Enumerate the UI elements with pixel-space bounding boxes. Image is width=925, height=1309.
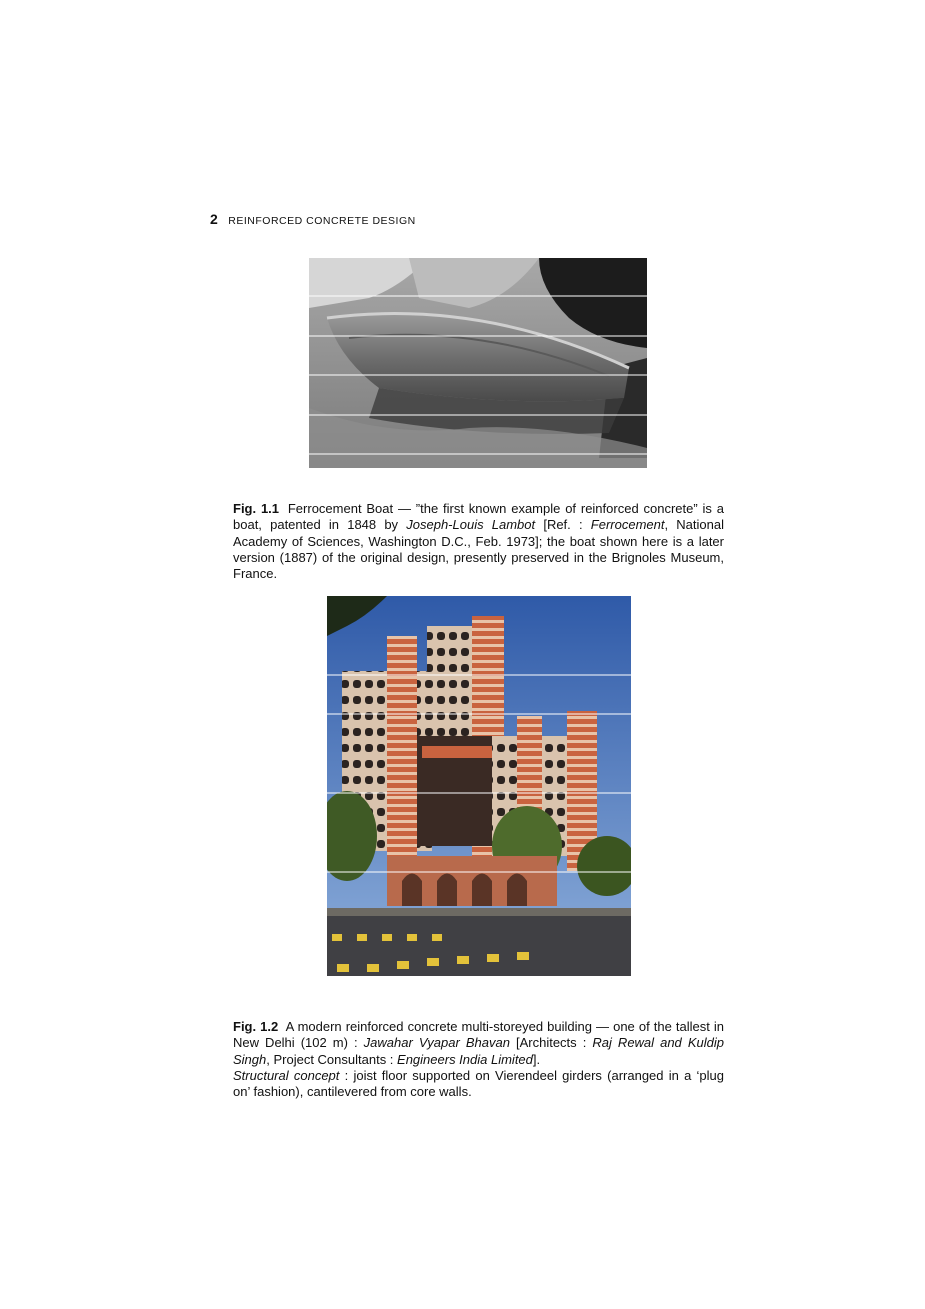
figure-1-1-boat-photo: [309, 258, 647, 468]
running-title: REINFORCED CONCRETE DESIGN: [228, 215, 416, 227]
figure-label: Fig. 1.1: [233, 501, 280, 516]
figure-1-1-caption: Fig. 1.1 Ferrocement Boat — ”the first known example of reinforced concrete” is a boat, patented in 1848 by Joseph-Louis Lambot [Ref. : Ferrocement, National Academy of Sciences, Washington D.C., Feb. 1973]; the boat shown here is a later version (1887) of the original design, presently preserved in the Brignoles Museum, France.: [233, 501, 724, 582]
figure-1-2-building-photo: [327, 596, 631, 976]
figure-label: Fig. 1.2: [233, 1019, 279, 1034]
page-number: 2: [210, 211, 219, 227]
running-header: [210, 211, 416, 227]
figure-1-2-caption: Fig. 1.2 A modern reinforced concrete multi-storeyed building — one of the tallest in New Delhi (102 m) : Jawahar Vyapar Bhavan [Architects : Raj Rewal and Kuldip Singh, Project Consultants : Engineers India Limited]. Structural concept : joist floor supported on Vierendeel girders (arranged in a ‘plug on’ fashion), cantilevered from core walls.: [233, 1019, 724, 1100]
structural-concept-label: Structural concept: [233, 1067, 340, 1083]
